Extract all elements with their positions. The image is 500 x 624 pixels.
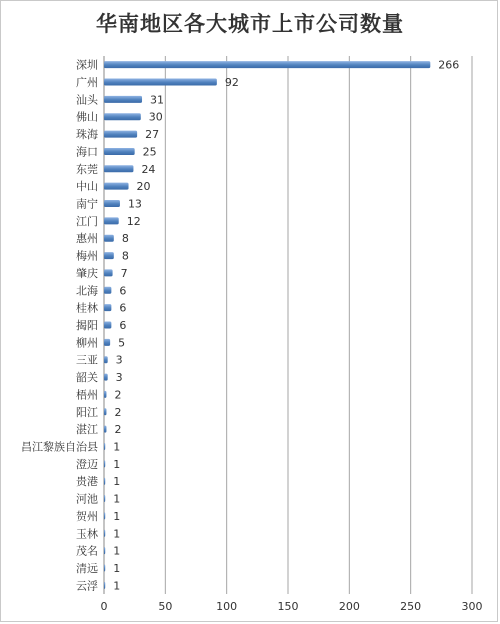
bar <box>104 374 108 381</box>
category-label: 柳州 <box>76 336 98 350</box>
data-label: 1 <box>113 440 121 454</box>
data-label: 1 <box>113 527 121 541</box>
bar <box>104 478 105 485</box>
data-label: 8 <box>121 249 129 263</box>
x-tick-label: 50 <box>158 600 173 613</box>
bar <box>104 287 111 294</box>
data-label: 27 <box>145 128 160 142</box>
category-label: 珠海 <box>76 128 98 142</box>
category-label: 韶关 <box>76 371 98 385</box>
bar <box>104 495 105 502</box>
x-tick-label: 0 <box>100 600 108 613</box>
bar <box>104 217 119 224</box>
bar <box>104 304 111 311</box>
data-label: 30 <box>148 110 163 124</box>
bar <box>104 79 217 86</box>
category-label: 贺州 <box>76 509 98 523</box>
data-label: 12 <box>126 214 141 228</box>
x-tick-label: 150 <box>277 600 299 613</box>
category-label: 阳江 <box>76 405 98 419</box>
category-label: 茂名 <box>76 544 98 558</box>
bar <box>104 356 108 363</box>
bar <box>104 582 105 589</box>
bar <box>104 200 120 207</box>
data-label: 20 <box>136 180 151 194</box>
bar <box>104 183 129 190</box>
category-label: 佛山 <box>76 110 98 124</box>
data-label: 1 <box>113 475 121 489</box>
bar <box>104 252 114 259</box>
bar <box>104 131 137 138</box>
bar <box>104 408 106 415</box>
chart-title: 华南地区各大城市上市公司数量 <box>96 12 404 36</box>
data-label: 1 <box>113 509 121 523</box>
data-label: 2 <box>114 388 122 402</box>
bar <box>104 235 114 242</box>
x-tick-label: 250 <box>400 600 422 613</box>
data-label: 3 <box>115 353 123 367</box>
data-label: 2 <box>114 405 122 419</box>
bar <box>104 547 105 554</box>
bar <box>104 113 141 120</box>
category-label: 梅州 <box>76 249 98 263</box>
category-label: 贵港 <box>76 475 98 489</box>
data-label: 31 <box>150 93 165 107</box>
data-label: 1 <box>113 457 121 471</box>
category-label: 揭阳 <box>76 319 98 332</box>
category-label: 汕头 <box>76 93 98 107</box>
labels <box>21 58 483 613</box>
data-label: 8 <box>121 232 129 246</box>
category-label: 玉林 <box>76 527 98 541</box>
bar <box>104 512 105 519</box>
data-label: 3 <box>115 371 123 385</box>
bar <box>104 322 111 329</box>
data-label: 1 <box>113 544 121 558</box>
bar <box>104 391 106 398</box>
data-label: 266 <box>438 58 460 72</box>
category-label: 云浮 <box>76 579 98 593</box>
bar <box>104 148 135 155</box>
bar <box>104 426 106 433</box>
category-label: 澄迈 <box>76 457 98 471</box>
category-label: 昌江黎族自治县 <box>21 440 98 454</box>
category-label: 深圳 <box>76 58 98 72</box>
category-label: 肇庆 <box>76 266 98 280</box>
data-label: 25 <box>142 145 157 159</box>
category-label: 桂林 <box>76 301 98 315</box>
category-label: 清远 <box>76 561 98 575</box>
data-label: 5 <box>118 336 126 350</box>
category-label: 广州 <box>76 76 98 90</box>
data-label: 92 <box>224 76 239 90</box>
data-label: 1 <box>113 561 121 575</box>
bar <box>104 269 113 276</box>
data-label: 13 <box>127 197 142 211</box>
category-label: 惠州 <box>76 232 98 246</box>
category-label: 中山 <box>76 180 98 194</box>
bar <box>104 61 430 68</box>
category-label: 三亚 <box>76 353 98 367</box>
x-tick-label: 200 <box>338 600 360 613</box>
data-label: 1 <box>113 492 121 506</box>
data-label: 6 <box>119 284 127 298</box>
grid-lines <box>104 56 472 594</box>
category-label: 梧州 <box>76 388 98 402</box>
category-label: 北海 <box>76 284 98 298</box>
category-label: 东莞 <box>76 162 98 176</box>
data-label: 6 <box>119 301 127 315</box>
x-tick-label: 300 <box>461 600 483 613</box>
data-label: 6 <box>119 319 127 332</box>
data-label: 2 <box>114 423 122 437</box>
data-label: 24 <box>141 162 156 176</box>
bar <box>104 564 105 571</box>
bar <box>104 530 105 537</box>
category-label: 海口 <box>76 145 98 159</box>
bar <box>104 339 110 346</box>
bar <box>104 165 133 172</box>
bar <box>104 443 105 450</box>
x-tick-label: 100 <box>216 600 238 613</box>
bar <box>104 460 105 467</box>
data-label: 7 <box>120 266 128 280</box>
category-label: 南宁 <box>76 197 98 211</box>
category-label: 江门 <box>76 214 98 228</box>
category-label: 湛江 <box>76 423 98 437</box>
data-label: 1 <box>113 579 121 593</box>
bar <box>104 96 142 103</box>
category-label: 河池 <box>76 492 98 506</box>
